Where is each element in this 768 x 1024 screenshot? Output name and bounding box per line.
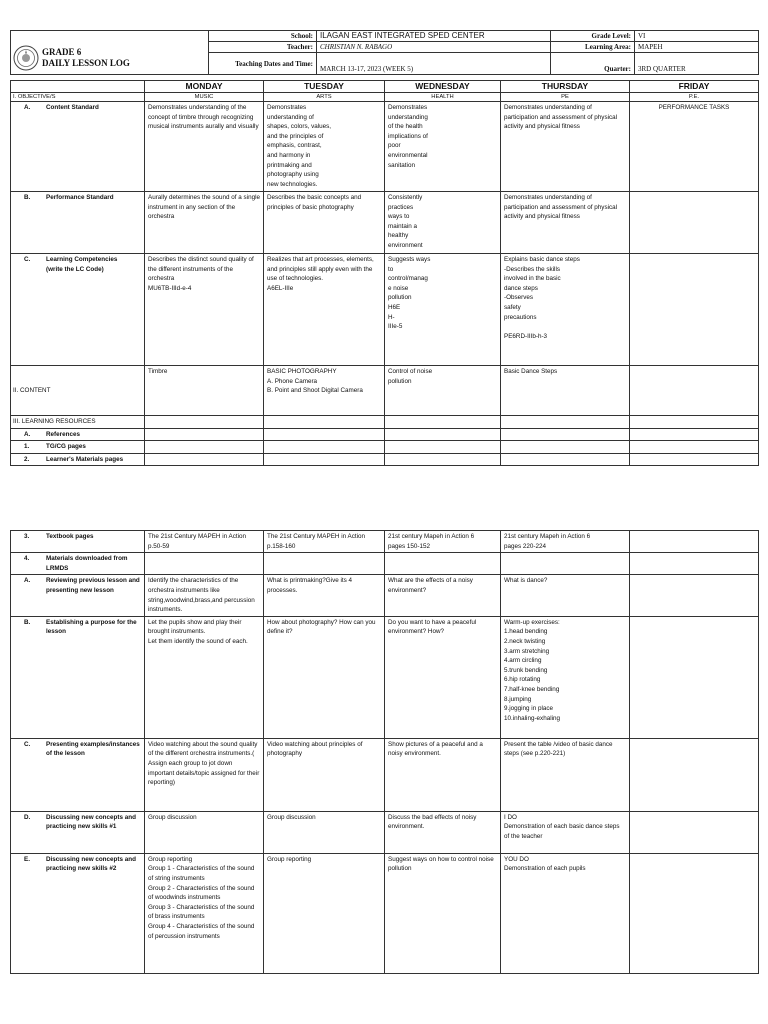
subject-label: MUSIC: [145, 93, 264, 102]
table-cell: Group discussion: [145, 811, 264, 853]
table-cell: Group discussion: [264, 811, 385, 853]
table-cell: [501, 416, 630, 429]
table-cell: Timbre: [145, 366, 264, 416]
table-cell: Control of noise pollution: [385, 366, 501, 416]
subject-label: P.E.: [630, 93, 759, 102]
table-2-body: [11, 531, 759, 974]
row-key: C.: [24, 256, 31, 263]
row-key: A.: [24, 430, 31, 438]
teacher-value: CHRISTIAN N. RABAGO: [317, 42, 551, 53]
day-header: THURSDAY: [501, 81, 630, 93]
row-label-text: Establishing a purpose for the lesson: [46, 618, 137, 636]
teaching-dates-value: MARCH 13-17, 2023 (WEEK 5): [317, 53, 551, 75]
table-cell: [630, 366, 759, 416]
table-cell: BASIC PHOTOGRAPHY A. Phone Camera B. Point and Shoot Digital Camera: [264, 366, 385, 416]
row-label: II. CONTENT: [11, 366, 145, 416]
table-cell: [264, 553, 385, 575]
table-cell: Suggests ways to control/manag e noise pollution H6E H- IIIe-5: [385, 254, 501, 366]
table-cell: [145, 553, 264, 575]
table-cell: Show pictures of a peaceful and a noisy environment.: [385, 738, 501, 811]
brand-grade: GRADE 6: [42, 46, 82, 57]
teaching-dates-label: Teaching Dates and Time:: [209, 53, 317, 75]
table-row: [11, 416, 759, 429]
table-cell: 21st century Mapeh in Action 6 pages 220-224: [501, 531, 630, 553]
table-cell: The 21st Century MAPEH in Action p.50-59: [145, 531, 264, 553]
table-cell: YOU DO Demonstration of each pupils: [501, 853, 630, 973]
table-cell: [385, 553, 501, 575]
table-cell: Video watching about principles of photography: [264, 738, 385, 811]
table-cell: 21st century Mapeh in Action 6 pages 150-152: [385, 531, 501, 553]
table-cell: [501, 428, 630, 441]
table-cell: What is dance?: [501, 575, 630, 616]
lesson-log-table-2: [10, 530, 759, 974]
row-label-text: Materials downloaded from LRMDS: [46, 555, 128, 572]
table-cell: Consistently practices ways to maintain a healthy environment: [385, 192, 501, 254]
day-header-blank: [11, 81, 145, 93]
row-label-text: TG/CG pages: [46, 443, 86, 451]
row-label-text: References: [46, 430, 80, 438]
table-row: [11, 428, 759, 441]
row-label-text: Learner's Materials pages: [46, 455, 124, 463]
table-cell: Warm-up exercises: 1.head bending 2.neck twisting 3.arm stretching 4.arm circling 5.trunk bending 6.hip rotating 7.half-knee bending 8.jumping 9.jogging in place 10.inhaling-exhaling: [501, 616, 630, 738]
table-cell: [501, 441, 630, 454]
table-cell: Group reporting: [264, 853, 385, 973]
lesson-log-header: [10, 30, 759, 75]
table-row: [11, 853, 759, 973]
table-cell: I DO Demonstration of each basic dance steps of the teacher: [501, 811, 630, 853]
table-cell: [630, 811, 759, 853]
row-label-text: Discussing new concepts and practicing new skills #2: [46, 855, 136, 873]
table-cell: [264, 428, 385, 441]
table-row: [11, 441, 759, 454]
row-key: A.: [24, 104, 31, 111]
school-value: ILAGAN EAST INTEGRATED SPED CENTER: [317, 31, 551, 42]
table-cell: Do you want to have a peaceful environment? How?: [385, 616, 501, 738]
table-cell: [385, 441, 501, 454]
row-label: [11, 254, 145, 366]
subject-row: [11, 93, 759, 102]
table-cell: [630, 616, 759, 738]
row-key: A.: [24, 577, 31, 585]
row-key: 3.: [24, 533, 30, 540]
table-cell: [501, 553, 630, 575]
day-header: WEDNESDAY: [385, 81, 501, 93]
table-cell: [264, 453, 385, 466]
brand-text: [42, 47, 130, 69]
day-header: TUESDAY: [264, 81, 385, 93]
table-cell: [630, 192, 759, 254]
table-cell: How about photography? How can you define it?: [264, 616, 385, 738]
row-label: [11, 811, 145, 853]
table-row: [11, 575, 759, 616]
lesson-log-table-1: [10, 80, 759, 466]
row-label-text: Discussing new concepts and practicing new skills #1: [46, 813, 136, 831]
row-label: III. LEARNING RESOURCES: [11, 416, 145, 429]
quarter-value: 3RD QUARTER: [635, 53, 759, 75]
table-cell: [145, 441, 264, 454]
table-cell: [264, 416, 385, 429]
table-cell: [385, 416, 501, 429]
table-cell: [630, 453, 759, 466]
table-cell: Group reporting Group 1 - Characteristics of the sound of string instruments Group 2 - Characteristics of the sound of woodwinds instruments Group 3 - Characteristics of the sound of brass instruments Group 4 - Characteristics of the sound of percussion instruments: [145, 853, 264, 973]
school-label: School:: [209, 31, 317, 42]
row-label: [11, 192, 145, 254]
table-cell: [385, 428, 501, 441]
row-label-text: Presenting examples/instances of the lesson: [46, 740, 140, 758]
row-key: C.: [24, 740, 31, 748]
table-row: [11, 616, 759, 738]
table-cell: Present the table /video of basic dance steps (see p.220-221): [501, 738, 630, 811]
row-key: E.: [24, 855, 30, 863]
table-cell: [145, 453, 264, 466]
row-label: [11, 428, 145, 441]
row-label-text: Performance Standard: [46, 194, 114, 201]
subject-label: HEALTH: [385, 93, 501, 102]
table-cell: [630, 428, 759, 441]
table-cell: Describes the basic concepts and principles of basic photography: [264, 192, 385, 254]
table-cell: Demonstrates understanding of participation and assessment of physical activity and physical fitness: [501, 102, 630, 192]
table-row: [11, 102, 759, 192]
table-row: [11, 553, 759, 575]
table-row: [11, 453, 759, 466]
table-row: [11, 811, 759, 853]
table-cell: [145, 416, 264, 429]
table-row: [11, 531, 759, 553]
row-key: D.: [24, 813, 31, 821]
row-label: [11, 102, 145, 192]
row-label-text: Learning Competencies (write the LC Code): [46, 256, 118, 273]
table-cell: [630, 553, 759, 575]
table-cell: Demonstrates understanding of the concept of timbre through recognizing musical instruments aurally and visually: [145, 102, 264, 192]
subject-label: PE: [501, 93, 630, 102]
table-cell: [630, 575, 759, 616]
learning-area-label: Learning Area:: [551, 42, 635, 53]
row-key: B.: [24, 194, 31, 201]
table-row: [11, 254, 759, 366]
learning-area-value: MAPEH: [635, 42, 759, 53]
table-cell: The 21st Century MAPEH in Action p.158-160: [264, 531, 385, 553]
table-cell: Demonstrates understanding of shapes, colors, values, and the principles of emphasis, contrast, and harmony in printmaking and photography using new technologies.: [264, 102, 385, 192]
table-cell: [630, 531, 759, 553]
quarter-label: Quarter:: [551, 53, 635, 75]
row-label: [11, 738, 145, 811]
row-label: [11, 531, 145, 553]
deped-seal-icon: [13, 45, 39, 71]
table-cell: Demonstrates understanding of participation and assessment of physical activity and physical fitness: [501, 192, 630, 254]
day-header-row: [11, 81, 759, 93]
table-row: [11, 192, 759, 254]
brand-title: DAILY LESSON LOG: [42, 57, 130, 68]
row-label: [11, 575, 145, 616]
table-1-body: [11, 102, 759, 466]
row-key: 1.: [24, 443, 30, 451]
row-key: 2.: [24, 455, 30, 463]
day-header: MONDAY: [145, 81, 264, 93]
table-cell: [630, 254, 759, 366]
table-cell: [385, 453, 501, 466]
table-cell: What is printmaking?Give its 4 processes.: [264, 575, 385, 616]
grade-level-value: VI: [635, 31, 759, 42]
row-label: [11, 616, 145, 738]
table-cell: Identify the characteristics of the orchestra instruments like string,woodwind,brass,and percussion instruments.: [145, 575, 264, 616]
table-row: [11, 738, 759, 811]
row-label-text: Reviewing previous lesson and presenting new lesson: [46, 577, 140, 594]
table-cell: Explains basic dance steps -Describes the skills involved in the basic dance steps -Observes safety precautions PE6RD-IIIb-h-3: [501, 254, 630, 366]
table-cell: Describes the distinct sound quality of the different instruments of the orchestra MU6TB-IIId-e-4: [145, 254, 264, 366]
row-label-text: Textbook pages: [46, 533, 94, 540]
table-cell: Video watching about the sound quality of the different orchestra instruments.( Assign each group to jot down important details/topic assigned for their reporting): [145, 738, 264, 811]
grade-level-label: Grade Level:: [551, 31, 635, 42]
teacher-label: Teacher:: [209, 42, 317, 53]
table-cell: [145, 428, 264, 441]
table-cell: PERFORMANCE TASKS: [630, 102, 759, 192]
table-cell: Demonstrates understanding of the health implications of poor environmental sanitation: [385, 102, 501, 192]
header-brand: [11, 31, 209, 75]
row-label: [11, 453, 145, 466]
table-cell: Suggest ways on how to control noise pollution: [385, 853, 501, 973]
table-cell: [264, 441, 385, 454]
table-cell: [501, 453, 630, 466]
table-cell: [630, 738, 759, 811]
table-cell: Aurally determines the sound of a single instrument in any section of the orchestra: [145, 192, 264, 254]
row-label-text: Content Standard: [46, 104, 99, 111]
row-label: [11, 441, 145, 454]
row-key: 4.: [24, 555, 30, 563]
table-cell: Realizes that art processes, elements, and principles still apply even with the use of technologies. A6EL-IIIe: [264, 254, 385, 366]
table-cell: [630, 853, 759, 973]
day-header: FRIDAY: [630, 81, 759, 93]
table-row: [11, 366, 759, 416]
table-cell: Let the pupils show and play their brought instruments. Let them identify the sound of each.: [145, 616, 264, 738]
table-cell: What are the effects of a noisy environment?: [385, 575, 501, 616]
row-key: B.: [24, 618, 31, 626]
table-cell: Discuss the bad effects of noisy environment.: [385, 811, 501, 853]
row-label: [11, 553, 145, 575]
row-label: [11, 853, 145, 973]
table-cell: [630, 416, 759, 429]
table-cell: [630, 441, 759, 454]
subject-label: ARTS: [264, 93, 385, 102]
objectives-heading: I. OBJECTIVE/S: [11, 93, 145, 102]
table-cell: Basic Dance Steps: [501, 366, 630, 416]
